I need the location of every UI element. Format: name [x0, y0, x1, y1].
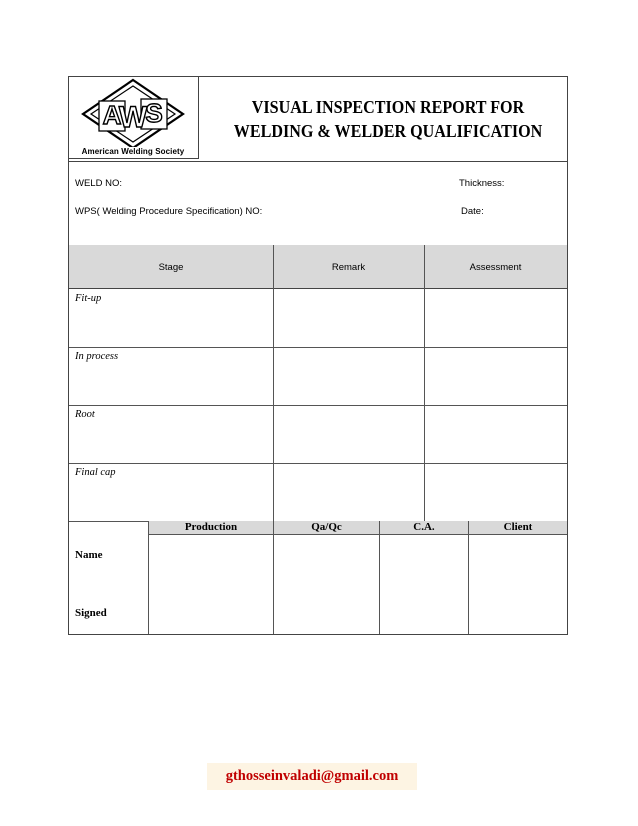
aws-logo: [69, 77, 199, 159]
stage-row-divider-2: [69, 405, 567, 406]
sign-col-divider-4: [468, 521, 469, 634]
thickness-label: Thickness:: [459, 178, 505, 189]
stage-row-fit-up: Fit-up: [75, 293, 102, 304]
footer-email[interactable]: gthosseinvaladi@gmail.com: [207, 763, 417, 790]
ca-column-header: C.A.: [380, 521, 468, 535]
qaqc-column-header: Qa/Qc: [274, 521, 379, 535]
stage-row-divider-1: [69, 347, 567, 348]
date-label: Date:: [461, 206, 484, 217]
report-title-line-2: WELDING & WELDER QUALIFICATION: [233, 121, 543, 141]
stage-col-divider-1: [273, 245, 274, 521]
production-column-header: Production: [149, 521, 273, 535]
assessment-column-header: Assessment: [469, 262, 522, 273]
logo-letter-s: S: [145, 98, 163, 128]
sign-col-divider-3: [379, 521, 380, 634]
sign-row-name: Name: [75, 549, 103, 561]
client-column-header: Client: [469, 521, 567, 535]
stage-row-final-cap: Final cap: [75, 467, 116, 478]
stage-row-divider-3: [69, 463, 567, 464]
stage-col-divider-2: [424, 245, 425, 521]
weld-info-section: [69, 161, 567, 246]
report-title-line-1: VISUAL INSPECTION REPORT FOR: [251, 97, 525, 117]
inspection-report-form: [68, 76, 568, 635]
sign-col-divider-1: [148, 521, 149, 634]
aws-diamond-emblem: [69, 77, 197, 147]
sign-col-divider-2: [273, 521, 274, 634]
stage-table-header: [69, 245, 567, 289]
remark-column-header: Remark: [331, 262, 366, 273]
stage-row-in-process: In process: [75, 351, 119, 362]
sign-row-signed: Signed: [75, 607, 107, 619]
stage-row-root: Root: [75, 409, 95, 420]
report-header: [69, 77, 567, 162]
logo-caption: American Welding Society: [81, 147, 185, 156]
report-title: [223, 95, 552, 143]
logo-letter-a: A: [102, 100, 122, 130]
wps-label: WPS( Welding Procedure Specification) NO:: [75, 206, 263, 217]
weld-no-label: WELD NO:: [75, 178, 122, 189]
logo-letter-w: W: [118, 101, 148, 134]
stage-column-header: Stage: [158, 262, 184, 273]
